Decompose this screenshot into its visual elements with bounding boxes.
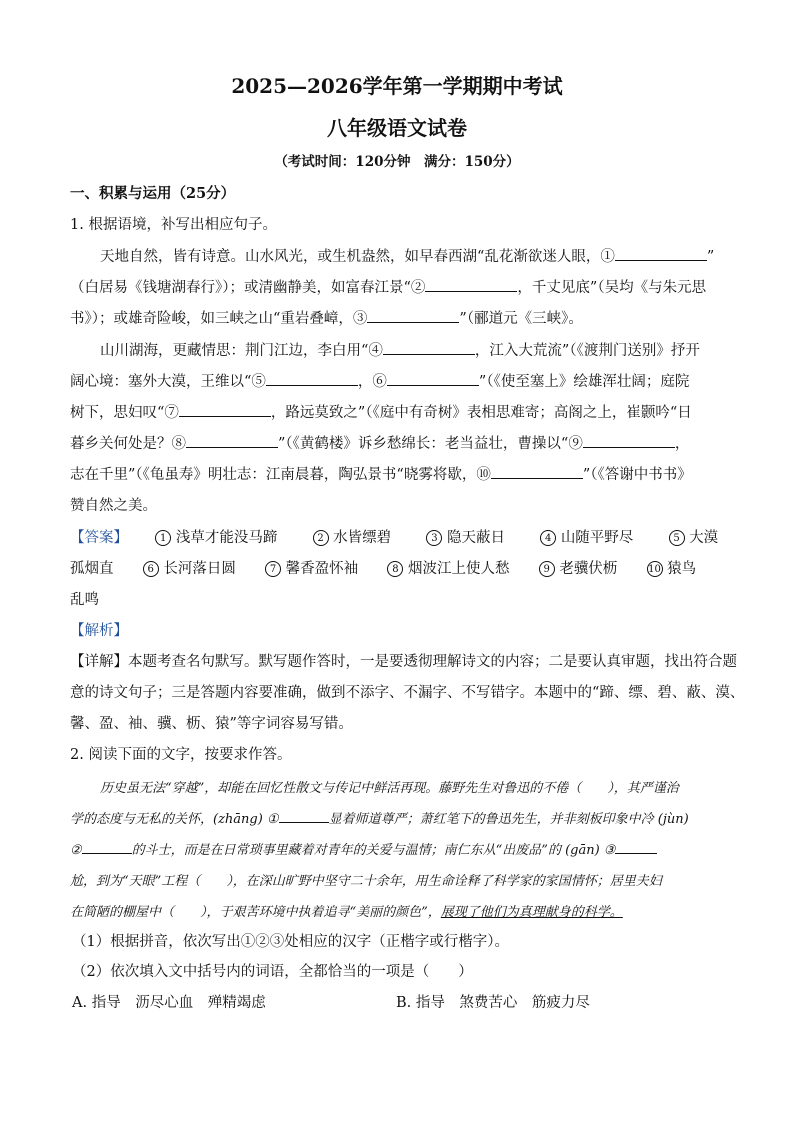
answer-text: 烟波江上使人愁: [407, 561, 510, 577]
q1-text: 天地自然，皆有诗意。山水风光，或生机盎然，如早春西湖“乱花渐欲迷人眼，①: [100, 249, 615, 265]
passage-text: 显着师道尊严；萧红笔下的鲁迅先生，并非刻板印象中冷 (jùn): [328, 812, 689, 827]
answer-text: 水皆缥碧: [333, 530, 392, 546]
answer-text: 孤烟直: [70, 561, 114, 577]
passage-text: ②: [70, 843, 82, 858]
answer-text: 隐天蔽日: [446, 530, 505, 546]
q1-text: 书》）；或雄奇险峻，如三峡之山“重岩叠嶂，③: [70, 311, 368, 327]
detail-line: 【详解】本题考查名句默写。默写题作答时，一是要透彻理解诗文的内容；二是要认真审题，找出符合题: [70, 654, 737, 670]
section-heading: 一、积累与运用（25分）: [70, 185, 236, 202]
passage-line: [70, 839, 657, 858]
q1-line: [100, 339, 700, 360]
answer-blank[interactable]: [279, 808, 329, 823]
answer-blank[interactable]: [615, 839, 657, 854]
exam-meta: （考试时间：120分钟 满分：150分）: [274, 154, 520, 170]
q1-text: ”（郦道元《三峡》。: [459, 311, 583, 327]
answer-row: [70, 557, 696, 578]
answer-blank[interactable]: [186, 433, 278, 448]
answer-text: 馨香盈怀袖: [285, 561, 359, 577]
answer-text: 山随平野尽: [560, 530, 634, 546]
answer-text: 老骥伏枥: [559, 561, 618, 577]
q1-line: [70, 307, 583, 328]
passage-text: 学的态度与无私的关怀，(zhāng) ①: [70, 812, 279, 827]
passage-line: [70, 808, 689, 827]
q1-stem: 1. 根据语境，补写出相应句子。: [70, 217, 277, 233]
answer-number: 10: [647, 561, 663, 577]
underlined-sentence: 展现了他们为真理献身的科学。: [440, 905, 623, 920]
answer-blank[interactable]: [491, 464, 583, 479]
q1-text: ，千丈见底”（吴均《与朱元思: [517, 280, 707, 296]
q1-text: 山川湖海，更藏情思：荆门江边，李白用“④: [100, 343, 383, 359]
q1-text: 暮乡关何处是？⑧: [70, 436, 186, 452]
answer-number: 2: [313, 530, 329, 546]
answer-number: 3: [426, 530, 442, 546]
answer-blank[interactable]: [615, 246, 707, 261]
answer-blank[interactable]: [82, 839, 132, 854]
q1-text: 志在千里”（《龟虽寿》明壮志：江南晨暮，陶弘景书“晓雾将歇，⑩: [70, 467, 491, 483]
q1-line: 赞自然之美。: [70, 498, 157, 514]
q1-text: ”（《黄鹤楼》诉乡愁绵长：老当益壮，曹操以“⑨: [278, 436, 583, 452]
passage-line: 历史虽无法“穿越”，却能在回忆性散文与传记中鲜活再现。藤野先生对鲁迅的不倦（ ），其严谨治: [100, 781, 679, 796]
answer-number: 7: [265, 561, 281, 577]
answer-text: 大漠: [689, 530, 719, 546]
q1-text: ”（《答谢中书书》: [582, 467, 692, 483]
q1-text: 树下，思妇叹“⑦: [70, 405, 179, 421]
q1-text: ，江入大荒流”（《渡荆门送别》抒开: [474, 343, 700, 359]
answer-number: 6: [143, 561, 159, 577]
q1-text: （白居易《钱塘湖春行》）；或清幽静美，如富春江景“②: [70, 280, 426, 296]
answer-text: 浅草才能没马蹄: [175, 530, 278, 546]
answer-blank[interactable]: [266, 371, 358, 386]
answer-number: 5: [669, 530, 685, 546]
option-b[interactable]: B. 指导 煞费苦心 筋疲力尽: [396, 995, 590, 1011]
answer-text: 乱鸣: [70, 592, 99, 608]
answer-blank[interactable]: [179, 402, 271, 417]
option-a[interactable]: A. 指导 沥尽心血 殚精竭虑: [72, 995, 266, 1011]
q1-text: ”: [706, 249, 715, 265]
answer-text: 猿鸟: [667, 561, 697, 577]
detail-line: 馨、盈、袖、骥、枥、猿”等字词容易写错。: [70, 716, 353, 732]
answer-blank[interactable]: [367, 308, 459, 323]
analysis-label: 【解析】: [70, 623, 128, 639]
passage-line: [70, 901, 623, 920]
answer-blank[interactable]: [583, 433, 675, 448]
q1-line: [100, 245, 714, 266]
q1-line: [70, 370, 689, 391]
q2-stem: 2. 阅读下面的文字，按要求作答。: [70, 747, 292, 763]
q1-text: ，: [674, 436, 690, 452]
answer-row: [70, 588, 99, 609]
detail-line: 意的诗文句子；三是答题内容要准确，做到不添字、不漏字、不写错字。本题中的“蹄、缥、碧、蔽、漠、: [70, 685, 745, 701]
q1-text: ，⑥: [357, 374, 387, 390]
exam-subtitle: 八年级语文试卷: [327, 116, 467, 140]
answer-blank[interactable]: [383, 340, 475, 355]
answer-number: 9: [539, 561, 555, 577]
answer-label: 【答案】: [70, 530, 128, 546]
answer-blank[interactable]: [387, 371, 479, 386]
passage-text: 在简陋的棚屋中（ ），于艰苦环境中执着追寻“美丽的颜色”，: [70, 905, 441, 920]
answer-number: 8: [387, 561, 403, 577]
sub-question: （1）根据拼音，依次写出①②③处相应的汉字（正楷字或行楷字）。: [72, 934, 509, 950]
answer-number: 4: [540, 530, 556, 546]
answer-number: 1: [155, 530, 171, 546]
exam-title: 2025—2026学年第一学期期中考试: [231, 74, 563, 98]
answer-blank[interactable]: [425, 277, 517, 292]
q1-line: [70, 463, 692, 484]
q1-text: ，路远莫致之”（《庭中有奇树》表相思难寄；高阁之上，崔颢吟“日: [270, 405, 692, 421]
answer-text: 长河落日圆: [163, 561, 236, 577]
q1-line: [70, 401, 692, 422]
answer-row: [70, 526, 718, 547]
q1-text: 阔心境：塞外大漠，王维以“⑤: [70, 374, 266, 390]
sub-question: （2）依次填入文中括号内的词语，全都恰当的一项是（ ）: [72, 964, 473, 980]
q1-text: ”（《使至塞上》绘雄浑壮阔；庭院: [478, 374, 690, 390]
passage-line: 尬，到为“天眼”工程（ ），在深山旷野中坚守二十余年，用生命诠释了科学家的家国情怀；居里夫妇: [70, 874, 662, 889]
q1-line: [70, 276, 706, 297]
q1-line: [70, 432, 689, 453]
passage-text: 的斗士，而是在日常琐事里藏着对青年的关爱与温情；南仁东从“出废品”的 (gān) ③: [131, 843, 616, 858]
